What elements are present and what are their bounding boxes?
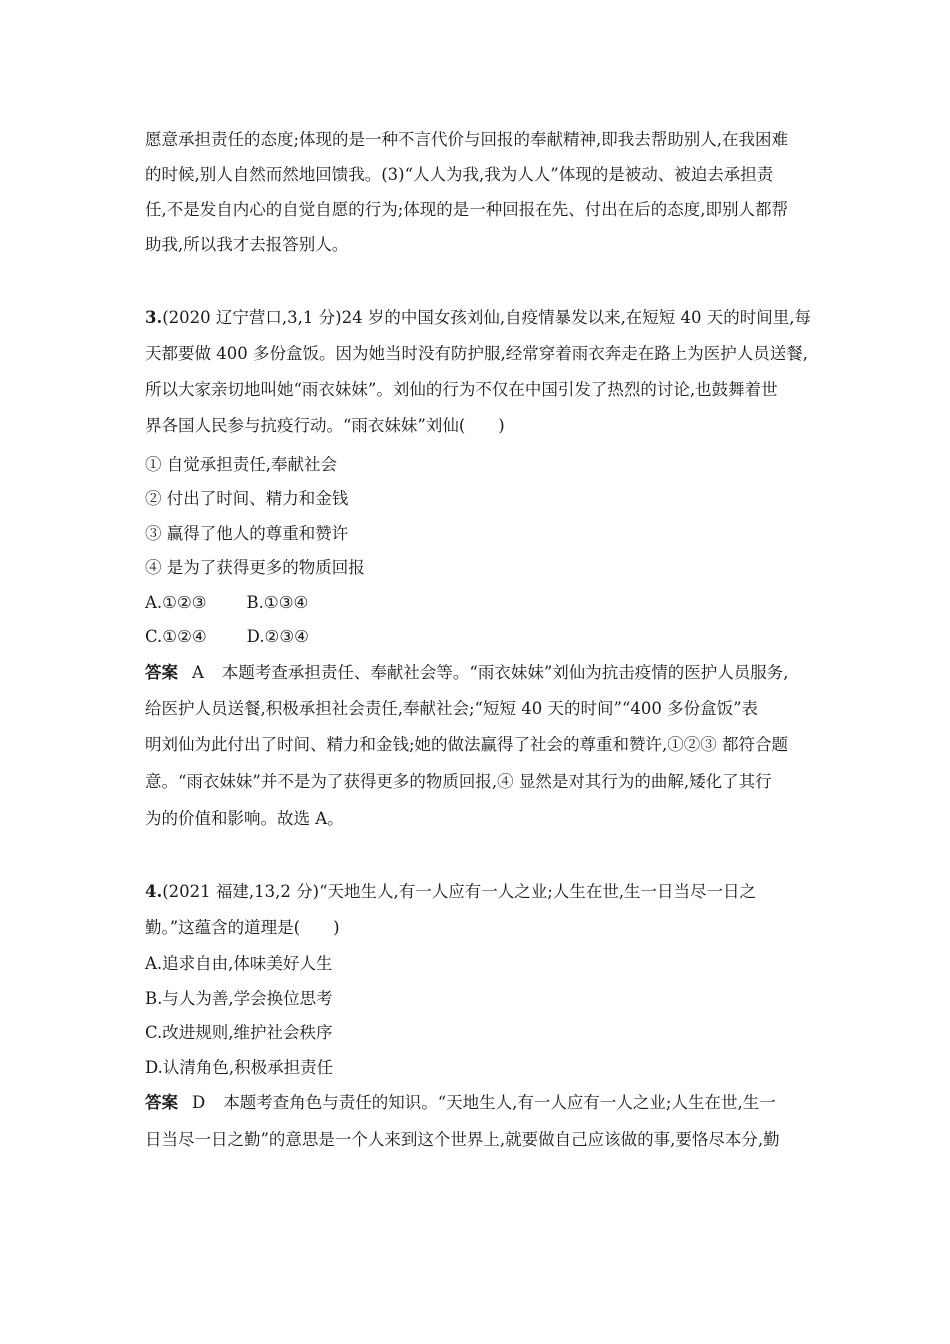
continuation-line-4: 助我,所以我才去报答别人。 [145, 235, 349, 254]
q3-statement-4: ④ 是为了获得更多的物质回报 [145, 558, 365, 577]
q3-stem-line-2: 天都要做 400 多份盒饭。因为她当时没有防护服,经常穿着雨衣奔走在路上为医护人员送餐, [145, 344, 808, 363]
q3-answer-text-1: 本题考查承担责任、奉献社会等。“雨衣妹妹”刘仙为抗击疫情的医护人员服务, [221, 663, 789, 682]
q4-number: 4. [145, 882, 163, 901]
q4-option-b: B.与人为善,学会换位思考 [145, 989, 333, 1008]
q3-option-a: A.①②③ [145, 593, 207, 612]
q4-answer-letter: D [192, 1093, 206, 1112]
q3-statement-1: ① 自觉承担责任,奉献社会 [145, 455, 337, 474]
q3-answer-line-4: 意。“雨衣妹妹”并不是为了获得更多的物质回报,④ 显然是对其行为的曲解,矮化了其行 [145, 772, 772, 791]
q3-stem-line-4: 界各国人民参与抗疫行动。“雨衣妹妹”刘仙( ) [145, 416, 505, 435]
q4-stem-text-1: “天地生人,有一人应有一人之业;人生在世,生一日当尽一日之 [319, 882, 757, 901]
q3-answer-line-2: 给医护人员送餐,积极承担社会责任,奉献社会;“短短 40 天的时间”“400 多份盒饭”表 [145, 699, 759, 718]
q3-number: 3. [145, 308, 163, 327]
q4-source: (2021 福建,13,2 分) [162, 882, 320, 901]
continuation-line-2: 的时候,别人自然而然地回馈我。(3)“人人为我,我为人人”体现的是被动、被迫去承担责 [145, 165, 774, 184]
continuation-line-1: 愿意承担责任的态度;体现的是一种不言代价与回报的奉献精神,即我去帮助别人,在我困难 [145, 130, 789, 149]
q3-stem-line-1 [145, 306, 811, 330]
q3-option-c: C.①②④ [145, 627, 207, 646]
q3-answer-line-1 [145, 661, 789, 685]
q3-answer-letter: A [192, 663, 204, 682]
q4-answer-line-2: 日当尽一日之勤”的意思是一个人来到这个世界上,就要做自己应该做的事,要恪尽本分,勤 [145, 1130, 780, 1149]
q3-option-d: D.②③④ [246, 627, 309, 646]
q4-option-c: C.改进规则,维护社会秩序 [145, 1023, 333, 1042]
q3-stem-line-3: 所以大家亲切地叫她“雨衣妹妹”。刘仙的行为不仅在中国引发了热烈的讨论,也鼓舞着世 [145, 380, 778, 399]
q4-answer-line-1 [145, 1091, 776, 1115]
q3-answer-line-3: 明刘仙为此付出了时间、精力和金钱;她的做法赢得了社会的尊重和赞许,①②③ 都符合题 [145, 735, 789, 754]
q3-option-b: B.①③④ [246, 593, 309, 612]
continuation-line-3: 任,不是发自内心的自觉自愿的行为;体现的是一种回报在先、付出在后的态度,即别人都帮 [145, 200, 789, 219]
q4-stem-line-2: 勤。”这蕴含的道理是( ) [145, 918, 340, 937]
q3-source: (2020 辽宁营口,3,1 分) [162, 308, 342, 327]
q3-options-row-1 [145, 591, 308, 615]
q4-answer-label: 答案 [145, 1093, 178, 1112]
q4-option-d: D.认清角色,积极承担责任 [145, 1058, 334, 1077]
q3-statement-3: ③ 赢得了他人的尊重和赞许 [145, 524, 349, 543]
q4-option-a: A.追求自由,体味美好人生 [145, 954, 333, 973]
q3-stem-text-1: 24 岁的中国女孩刘仙,自疫情暴发以来,在短短 40 天的时间里,每 [341, 308, 812, 327]
q3-answer-label: 答案 [145, 663, 178, 682]
q4-stem-line-1 [145, 880, 756, 904]
q3-options-row-2 [145, 625, 309, 649]
q4-answer-text-1: 本题考查角色与责任的知识。“天地生人,有一人应有一人之业;人生在世,生一 [223, 1093, 776, 1112]
q3-answer-line-5: 为的价值和影响。故选 A。 [145, 809, 344, 828]
q3-statement-2: ② 付出了时间、精力和金钱 [145, 489, 349, 508]
